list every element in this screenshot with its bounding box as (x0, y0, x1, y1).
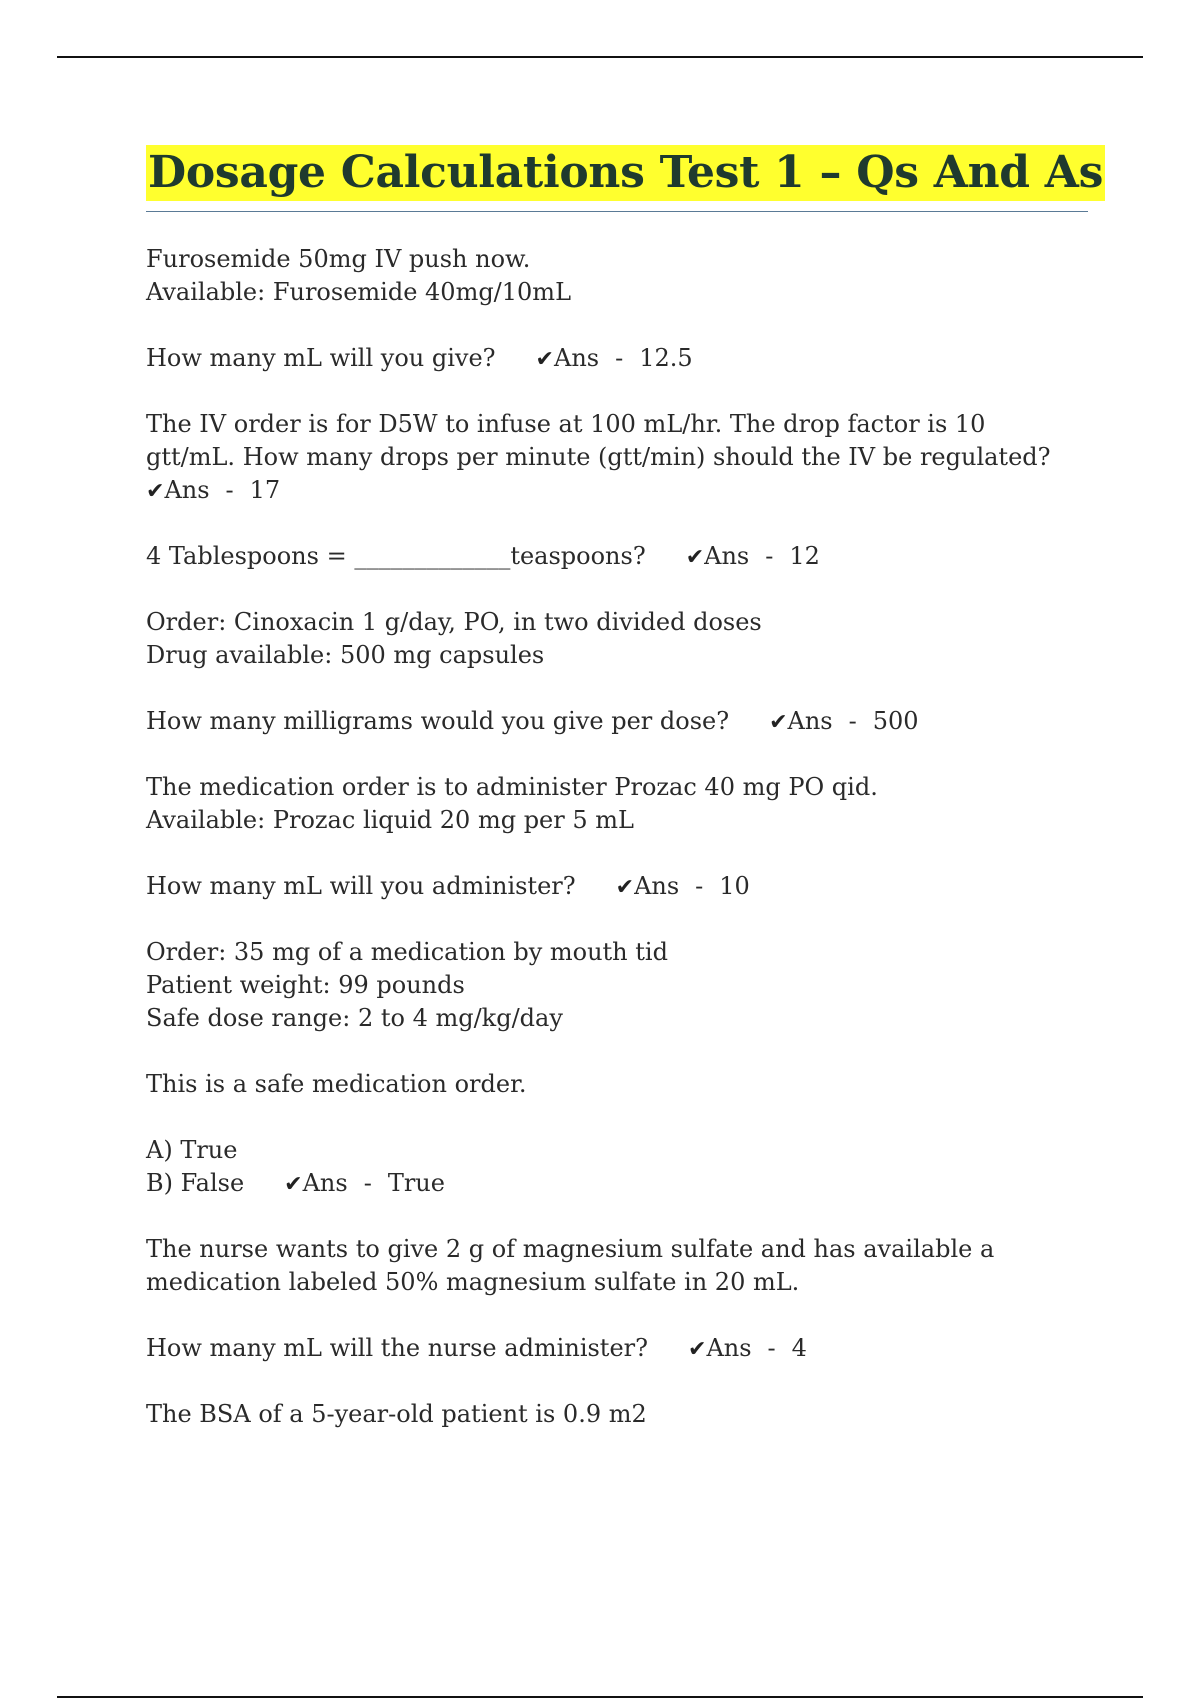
question-3-answer: 12 (789, 542, 820, 570)
top-rule (57, 56, 1143, 58)
check-mark-icon: ✔ (769, 710, 788, 735)
check-mark-icon: ✔ (284, 1172, 303, 1197)
question-6-statement: This is a safe medication order. (146, 1070, 527, 1098)
question-block-7-answer (146, 1332, 1086, 1365)
question-6-line-2: Patient weight: 99 pounds (146, 971, 465, 999)
answer-dash: - (695, 872, 704, 900)
answer-label: Ans (553, 344, 600, 372)
answer-label: Ans (302, 1169, 348, 1197)
question-1-prompt: How many mL will you give? (146, 344, 496, 372)
question-3-prompt: 4 Tablespoons = _____________teaspoons? (146, 542, 646, 570)
question-6-option-b: B) False (146, 1169, 245, 1197)
question-6-option-a: A) True (146, 1136, 238, 1164)
title-area (146, 145, 1104, 212)
answer-dash: - (225, 476, 234, 504)
question-6-line-3: Safe dose range: 2 to 4 mg/kg/day (146, 1004, 563, 1032)
question-block-6 (146, 936, 1086, 1035)
document-title: Dosage Calculations Test 1 – Qs And As (146, 145, 1105, 201)
question-5-answer: 10 (719, 872, 750, 900)
answer-dash: - (848, 707, 857, 735)
question-5-answer-line (146, 870, 1086, 903)
check-mark-icon: ✔ (688, 1337, 707, 1362)
question-block-5-answer (146, 870, 1086, 903)
question-4-answer-line (146, 705, 1086, 738)
question-4-answer: 500 (872, 707, 919, 735)
question-block-5 (146, 771, 1086, 837)
question-block-6-statement (146, 1068, 1086, 1101)
question-7-line-2: medication labeled 50% magnesium sulfate in 20 mL. (146, 1268, 800, 1296)
question-5-prompt: How many mL will you administer? (146, 872, 576, 900)
question-7-prompt: How many mL will the nurse administer? (146, 1334, 648, 1362)
question-4-prompt: How many milligrams would you give per dose? (146, 707, 730, 735)
question-block-3 (146, 540, 1086, 573)
answer-label: Ans (704, 542, 750, 570)
check-mark-icon: ✔ (685, 545, 705, 570)
answer-dash: - (615, 344, 624, 372)
question-8-line-1: The BSA of a 5-year-old patient is 0.9 m2 (146, 1400, 647, 1428)
question-block-8 (146, 1398, 1086, 1431)
question-block-1 (146, 243, 1086, 309)
check-mark-icon: ✔ (535, 347, 554, 372)
question-3-answer-line (146, 540, 1086, 573)
question-2-line-2: gtt/mL. How many drops per minute (gtt/min) should the IV be regulated? (146, 443, 1051, 471)
check-mark-icon: ✔ (146, 479, 165, 504)
question-5-line-1: The medication order is to administer Prozac 40 mg PO qid. (146, 773, 878, 801)
answer-dash: - (363, 1169, 372, 1197)
document-body (146, 243, 1086, 1464)
question-1-answer: 12.5 (639, 344, 693, 372)
question-2-answer-line (146, 474, 1086, 507)
question-6-line-1: Order: 35 mg of a medication by mouth tid (146, 938, 668, 966)
question-4-line-1: Order: Cinoxacin 1 g/day, PO, in two divided doses (146, 608, 762, 636)
question-1-line-1: Furosemide 50mg IV push now. (146, 245, 531, 273)
question-block-2 (146, 408, 1086, 507)
check-mark-icon: ✔ (615, 875, 635, 900)
bottom-rule (57, 1696, 1143, 1698)
question-block-7 (146, 1233, 1086, 1299)
question-block-4-answer (146, 705, 1086, 738)
question-block-6-options (146, 1134, 1086, 1200)
question-7-line-1: The nurse wants to give 2 g of magnesium sulfate and has available a (146, 1235, 995, 1263)
question-7-answer-line (146, 1332, 1086, 1365)
question-1-line-2: Available: Furosemide 40mg/10mL (146, 278, 572, 306)
question-6-answer-line (146, 1167, 1086, 1200)
question-1-answer-line (146, 342, 1086, 375)
answer-label: Ans (164, 476, 210, 504)
question-6-answer: True (387, 1169, 445, 1197)
question-7-answer: 4 (791, 1334, 807, 1362)
answer-dash: - (765, 542, 774, 570)
question-block-4 (146, 606, 1086, 672)
question-2-line-1: The IV order is for D5W to infuse at 100 mL/hr. The drop factor is 10 (146, 410, 986, 438)
answer-label: Ans (787, 707, 833, 735)
answer-label: Ans (706, 1334, 752, 1362)
question-4-line-2: Drug available: 500 mg capsules (146, 641, 545, 669)
answer-label: Ans (634, 872, 680, 900)
question-block-1-answer (146, 342, 1086, 375)
question-5-line-2: Available: Prozac liquid 20 mg per 5 mL (146, 806, 634, 834)
question-2-answer: 17 (249, 476, 281, 504)
answer-dash: - (767, 1334, 776, 1362)
